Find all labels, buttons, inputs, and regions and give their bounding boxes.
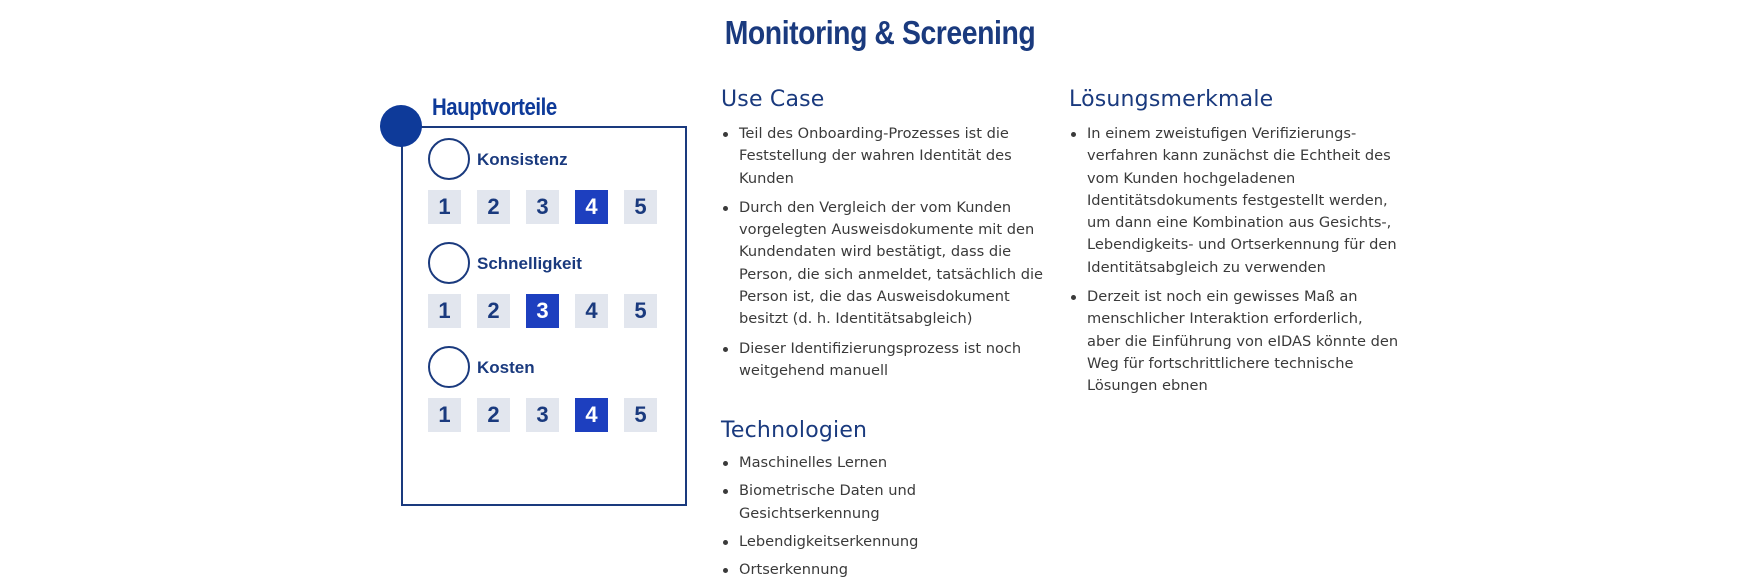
rating-box-2: 2 <box>477 294 510 328</box>
technologies-list <box>721 452 1061 581</box>
rating-box-2: 2 <box>477 190 510 224</box>
criterion-label: Schnelligkeit <box>477 254 582 273</box>
rating-box-1: 1 <box>428 398 461 432</box>
list-item: Lebendigkeitserkennung <box>721 531 1061 553</box>
rating-box-3: 3 <box>526 398 559 432</box>
rating-box-5: 5 <box>624 190 657 224</box>
rating-box-3: 3 <box>526 294 559 328</box>
circle-icon <box>428 242 470 284</box>
circle-icon <box>428 138 470 180</box>
list-item: Derzeit ist noch ein gewisses Maß an menschlicher Interaktion erforderlich, aber die Einführung von eIDAS könnte den Weg für fortschrittlichere technische Lösungen ebnen <box>1069 286 1399 397</box>
list-item: In einem zweistufigen Verifizierungs-verfahren kann zunächst die Echtheit des vom Kunden hochgeladenen Identitätsdokuments festgestellt werden, um dann eine Kombination aus Gesichts-, Lebendigkeits- und Ortserkennung für den Identitätsabgleich zu verwenden <box>1069 123 1399 279</box>
solution-features-heading: Lösungsmerkmale <box>1069 87 1274 112</box>
solution-features-list <box>1069 123 1399 398</box>
rating-box-4: 4 <box>575 294 608 328</box>
use-case-list <box>721 123 1061 382</box>
rating-box-1: 1 <box>428 294 461 328</box>
rating-box-5: 5 <box>624 398 657 432</box>
solution-features-section <box>1069 87 1399 405</box>
use-case-heading: Use Case <box>721 87 825 112</box>
list-item: Teil des Onboarding-Prozesses ist die Feststellung der wahren Identität des Kunden <box>721 123 1061 190</box>
list-item: Maschinelles Lernen <box>721 452 1061 474</box>
circle-icon <box>428 346 470 388</box>
criterion-label: Konsistenz <box>477 150 568 169</box>
rating-box-5: 5 <box>624 294 657 328</box>
use-case-section <box>721 87 1061 389</box>
list-item: Ortserkennung <box>721 559 1061 581</box>
criterion-label: Kosten <box>477 358 535 377</box>
rating-box-4: 4 <box>575 190 608 224</box>
benefits-title: Hauptvorteile <box>432 94 557 121</box>
rating-box-3: 3 <box>526 190 559 224</box>
list-item: Durch den Vergleich der vom Kunden vorgelegten Ausweisdokumente mit den Kundendaten wird bestätigt, dass die Person, die sich anmeldet, tatsächlich die Person ist, die das Ausweisdokument besitzt (d. h. Identitätsabgleich) <box>721 197 1061 331</box>
technologies-section <box>721 418 1061 587</box>
technologies-heading: Technologien <box>721 418 868 443</box>
bullet-dot-icon <box>380 105 422 147</box>
page-title: Monitoring & Screening <box>724 14 1036 51</box>
rating-box-2: 2 <box>477 398 510 432</box>
rating-box-4: 4 <box>575 398 608 432</box>
list-item: Biometrische Daten und Gesichtserkennung <box>721 480 1061 525</box>
benefits-panel <box>380 86 690 510</box>
list-item: Dieser Identifizierungsprozess ist noch weitgehend manuell <box>721 338 1061 383</box>
rating-box-1: 1 <box>428 190 461 224</box>
